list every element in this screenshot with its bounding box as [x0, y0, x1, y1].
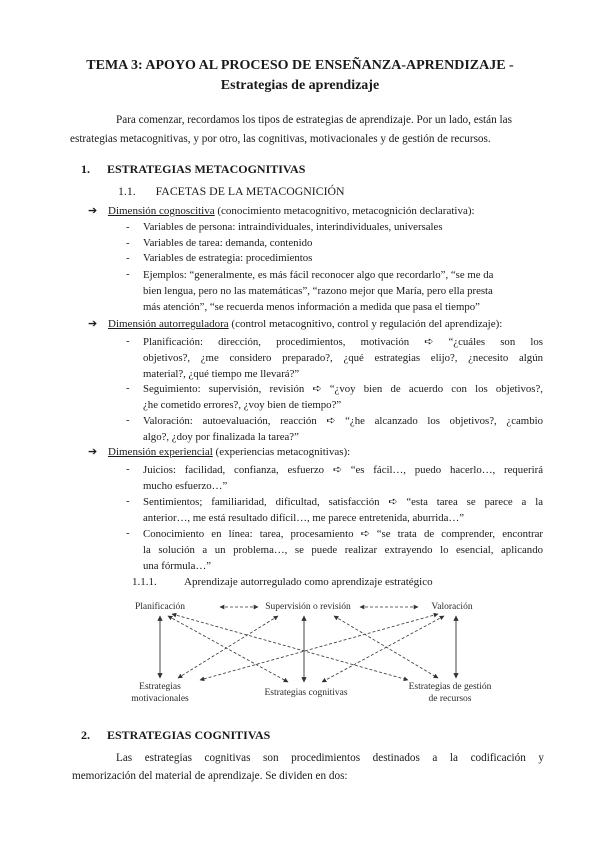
dash-bullet: -	[126, 221, 130, 233]
paragraph-line-1: Las estrategias cognitivas son procedimientos destinados a la codificación y	[116, 752, 544, 764]
dash-bullet: -	[126, 382, 130, 394]
list-item-text: anterior…, me está resultado difícil…, me parece entretenida, aburrida…”	[143, 512, 465, 524]
intro-line-2: estrategias metacognitivas, y por otro, las cognitivas, motivacionales y de gestión de recursos.	[70, 133, 491, 145]
arrow-icon: ➔	[88, 205, 98, 217]
intro-paragraph	[72, 111, 542, 149]
list-item-text: Juicios: facilidad, confianza, esfuerzo ➪ “es fácil…, puedo hacerlo…, requerirá	[143, 464, 543, 476]
facet-name: Dimensión experiencial	[108, 446, 213, 458]
section-2-paragraph	[72, 749, 544, 785]
facet-desc: (control metacognitivo, control y regulación del aprendizaje):	[228, 318, 503, 330]
diagram-node-cognitivas: Estrategias cognitivas	[264, 688, 348, 698]
dash-bullet: -	[126, 268, 130, 280]
dash-bullet: -	[126, 237, 130, 249]
facet-desc: (experiencias metacognitivas):	[212, 446, 351, 458]
arrow-icon: ➔	[88, 318, 98, 330]
diagram-node-valoracion: Valoración	[431, 602, 473, 612]
diagram-arrow	[178, 616, 278, 678]
list-item-text: Variables de persona: intraindividuales, interindividuales, universales	[143, 221, 443, 233]
subsection-1-1-1-title: Aprendizaje autorregulado como aprendizaje estratégico	[184, 576, 433, 588]
diagram-node-motivacionales-line1: Estrategias	[139, 682, 181, 692]
self-regulation-diagram	[108, 594, 528, 706]
diagram-arrow	[172, 614, 408, 680]
section-2-title: ESTRATEGIAS COGNITIVAS	[107, 728, 271, 742]
diagram-node-recursos-line2: de recursos	[428, 694, 472, 704]
list-item-text: más atención”, “se recuerda menos información a medida que pasa el tiempo”	[143, 301, 480, 313]
list-item-text: Variables de tarea: demanda, contenido	[143, 237, 313, 249]
list-item-text: Sentimientos; familiaridad, dificultad, satisfacción ➪ “esta tarea se parece a la	[143, 496, 543, 508]
list-item-text: mucho esfuerzo…”	[143, 480, 228, 492]
dash-bullet: -	[126, 527, 130, 539]
list-item-text: algo?, ¿doy por finalizada la tarea?”	[143, 431, 299, 443]
list-item-text: Conocimiento en línea: tarea, procesamiento ➪ “se trata de comprender, encontrar	[143, 528, 543, 540]
list-item-text: la solución a un problema…, se puede realizar extrayendo lo esencial, aplicando	[143, 544, 543, 556]
diagram-arrow	[200, 614, 438, 680]
list-item-text: objetivos?, ¿me considero preparado?, ¿qué estrategias elijo?, ¿necesito algún	[143, 352, 543, 364]
section-1-number: 1.	[81, 162, 90, 176]
facet-name: Dimensión cognoscitiva	[108, 205, 215, 217]
diagram-node-supervision: Supervisión o revisión	[265, 602, 351, 612]
subsection-1-1-title: FACETAS DE LA METACOGNICIÓN	[155, 184, 345, 198]
diagram-node-motivacionales-line2: motivacionales	[131, 694, 189, 704]
section-1-title: ESTRATEGIAS METACOGNITIVAS	[107, 162, 306, 176]
list-item-text: material?, ¿qué tiempo me llevará?”	[143, 368, 300, 380]
section-2-number: 2.	[81, 728, 90, 742]
facet-desc: (conocimiento metacognitivo, metacognición declarativa):	[214, 205, 475, 217]
diagram-arrow	[322, 616, 444, 682]
dash-bullet: -	[126, 463, 130, 475]
dash-bullet: -	[126, 252, 130, 264]
arrow-icon: ➔	[88, 446, 98, 458]
list-item-text: Seguimiento: supervisión, revisión ➪ “¿voy bien de acuerdo con los objetivos?,	[143, 383, 543, 395]
diagram-node-planificacion: Planificación	[134, 602, 186, 612]
list-item-text: Variables de estrategia: procedimientos	[143, 252, 313, 264]
list-item-text: bien lengua, pero no las matemáticas”, “razono mejor que María, pero ella presta	[143, 285, 493, 297]
document-title-line-2: Estrategias de aprendizaje	[220, 78, 380, 93]
dash-bullet: -	[126, 335, 130, 347]
list-item-text: Planificación: dirección, procedimientos, motivación ➪ “¿cuáles son los	[143, 336, 543, 348]
document-title-line-1: TEMA 3: APOYO AL PROCESO DE ENSEÑANZA-APRENDIZAJE -	[86, 58, 514, 73]
list-item-text: Valoración: autoevaluación, reacción ➪ “¿he alcanzado los objetivos?, ¿cambio	[143, 415, 543, 427]
diagram-node-recursos-line1: Estrategias de gestión	[408, 682, 492, 692]
subsection-1-1-number: 1.1.	[118, 184, 136, 198]
dash-bullet: -	[126, 495, 130, 507]
intro-line-1: Para comenzar, recordamos los tipos de estrategias de aprendizaje. Por un lado, están las	[116, 114, 512, 126]
facet-name: Dimensión autorreguladora	[108, 318, 229, 330]
list-item-text: Ejemplos: “generalmente, es más fácil reconocer algo que recordarlo”, “se me da	[143, 269, 494, 281]
list-item-text: ¿he cometido errores?, ¿voy bien de tiempo?”	[143, 399, 342, 411]
subsection-1-1-heading	[118, 183, 345, 199]
dash-bullet: -	[126, 414, 130, 426]
list-item-text: una fórmula…”	[143, 560, 212, 572]
paragraph-line-2: memorización del material de aprendizaje. Se dividen en dos:	[72, 770, 348, 782]
subsection-1-1-1-number: 1.1.1.	[132, 576, 157, 588]
